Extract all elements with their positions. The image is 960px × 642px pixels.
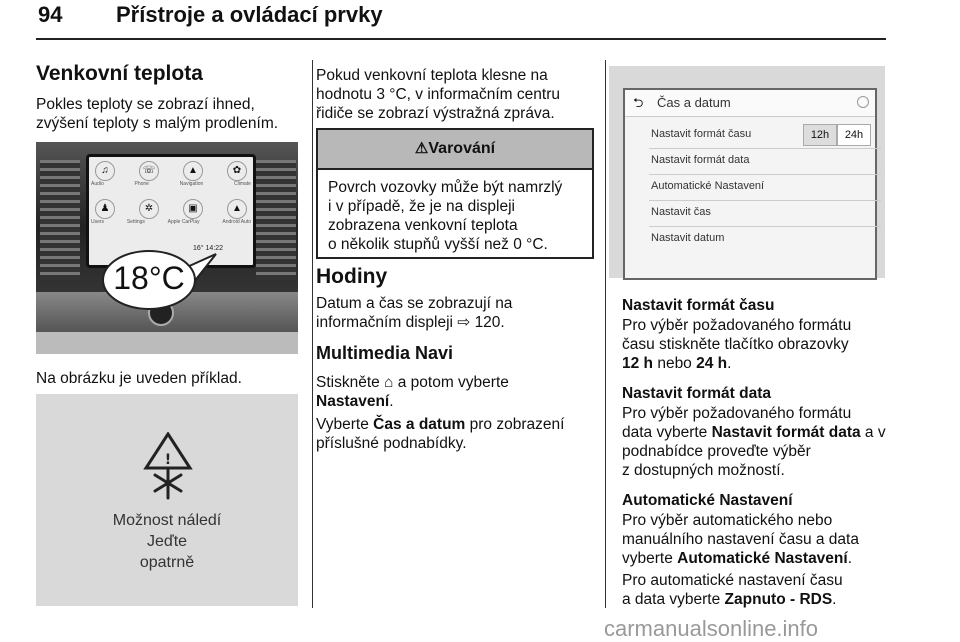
dashboard-photo (36, 142, 298, 354)
section-heading-multimedia: Multimedia Navi (316, 343, 454, 363)
home-icon: ⌂ (384, 374, 394, 391)
menu-item-date-format: Nastavit formát data (651, 154, 750, 166)
warning-line-4: o několik stupňů vyšší než 0 °C. (328, 236, 548, 253)
clock-line-1: Datum a čas se zobrazují na (316, 295, 513, 312)
s3-line-4: Pro automatické nastavení času (622, 572, 843, 589)
app-label: Navigation (179, 181, 204, 187)
users-icon: ♟ (95, 199, 115, 219)
multimedia-line-1: Stiskněte ⌂ a potom vyberte (316, 374, 509, 391)
back-icon: ⮌ (633, 95, 644, 110)
s3-line-3: vyberte Automatické Nastavení. (622, 550, 853, 567)
ice-line-1: Možnost náledí (112, 512, 222, 529)
section-date-format-title: Nastavit formát data (622, 385, 772, 402)
col2-para-line-2: hodnotu 3 °C, v informačním centru (316, 86, 560, 103)
s3-line-5: a data vyberte Zapnuto - RDS. (622, 591, 837, 608)
callout-pointer (36, 142, 298, 354)
app-label: Phone (134, 181, 149, 187)
multimedia-line-4: příslušné podnabídky. (316, 435, 467, 452)
col2-para-line-3: řidiče se zobrazí výstražná zpráva. (316, 105, 555, 122)
svg-text:!: ! (164, 452, 172, 468)
ice-line-3: opatrně (139, 554, 195, 571)
snowflake-warning-icon (143, 432, 193, 500)
column-divider-right (605, 60, 606, 608)
audio-icon: ♫ (95, 161, 115, 181)
warning-box (316, 128, 594, 259)
time-date-screen (623, 88, 877, 280)
section-heading-outside-temp: Venkovní teplota (36, 62, 203, 85)
warning-line-2: i v případě, že je na displeji (328, 198, 515, 215)
s1-line-1: Pro výběr požadovaného formátu (622, 317, 852, 334)
warning-header (318, 130, 592, 170)
menu-item-set-time: Nastavit čas (651, 206, 711, 218)
button-12h: 12h (803, 124, 837, 146)
carplay-icon: ▣ (183, 199, 203, 219)
android-auto-icon: ▲ (227, 199, 247, 219)
menu-item-auto-set: Automatické Nastavení (651, 180, 765, 192)
col2-para-line-1: Pokud venkovní teplota klesne na (316, 67, 548, 84)
multimedia-line-3: Vyberte Čas a datum pro zobrazení (316, 416, 565, 433)
app-label: Apple CarPlay (167, 219, 200, 225)
column-divider-left (312, 60, 313, 608)
menu-item-set-date: Nastavit datum (651, 232, 725, 244)
ice-line-2: Jeďte (146, 533, 188, 550)
callout-temperature: 18°C (113, 260, 185, 296)
header-rule (36, 38, 886, 40)
time-date-screen-photo (609, 66, 885, 278)
page-number: 94 (38, 2, 63, 27)
status-bar-temp-time: 16° 14:22 (193, 245, 224, 252)
intro-line-2: zvýšení teploty s malým prodlením. (36, 115, 279, 132)
climate-icon: ✿ (227, 161, 247, 181)
s2-line-1: Pro výběr požadovaného formátu (622, 405, 852, 422)
warning-line-1: Povrch vozovky může být namrzlý (328, 179, 563, 196)
screen-title: Čas a datum (657, 95, 731, 110)
s1-line-2: času stiskněte tlačítko obrazovky (622, 336, 849, 353)
page-header-title: Přístroje a ovládací prvky (116, 2, 383, 27)
s3-line-2: manuálního nastavení času a data (622, 531, 859, 548)
menu-item-time-format: Nastavit formát času (651, 128, 752, 140)
phone-icon: ☏ (139, 161, 159, 181)
app-label: Settings (126, 219, 145, 225)
clock-line-2: informačním displeji ⇨ 120. (316, 314, 505, 331)
app-label: Android Auto (222, 219, 251, 225)
watermark-footer[interactable]: carmanualsonline.info (604, 616, 819, 641)
section-time-format-title: Nastavit formát času (622, 297, 775, 314)
s3-line-1: Pro výběr automatického nebo (622, 512, 833, 529)
section-auto-set-title: Automatické Nastavení (622, 492, 793, 509)
section-heading-clock: Hodiny (316, 265, 388, 288)
warning-line-3: zobrazena venkovní teplota (328, 217, 518, 234)
s2-line-3: podnabídce proveďte výběr (622, 443, 811, 460)
app-label: Users (91, 219, 105, 225)
s2-line-4: z dostupných možností. (622, 462, 785, 479)
intro-line-1: Pokles teploty se zobrazí ihned, (36, 96, 255, 113)
warning-title: Varování (428, 140, 496, 157)
button-24h: 24h (837, 124, 871, 146)
audio-shortcut-icon (857, 96, 869, 108)
app-label: Climate (234, 181, 251, 187)
s1-line-3: 12 h nebo 24 h. (622, 355, 732, 372)
ice-warning-display (36, 394, 298, 606)
multimedia-line-2: Nastavení. (316, 393, 394, 410)
settings-icon: ✲ (139, 199, 159, 219)
app-label: Audio (91, 181, 104, 187)
navigation-icon: ▲ (183, 161, 203, 181)
s2-line-2: data vyberte Nastavit formát data a v (622, 424, 886, 441)
example-caption: Na obrázku je uveden příklad. (36, 370, 242, 387)
warning-icon: ⚠ (414, 140, 429, 157)
